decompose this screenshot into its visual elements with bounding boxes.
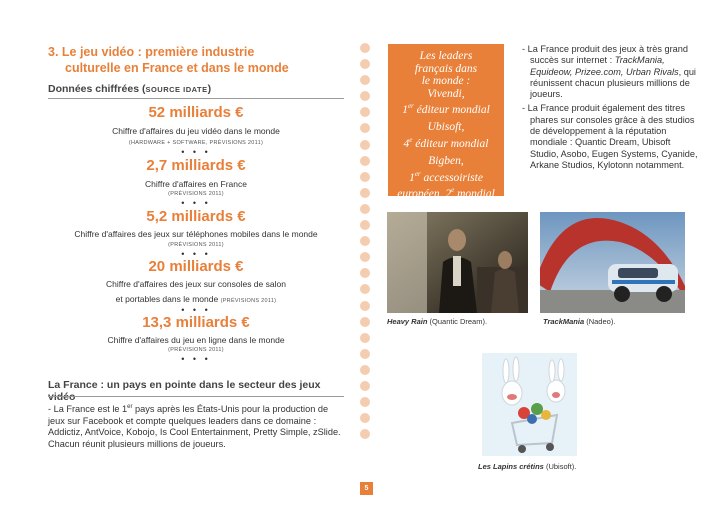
stat-description: Chiffre d'affaires du jeu vidéo dans le monde	[112, 126, 280, 136]
stat-description: Chiffre d'affaires en France	[145, 179, 247, 189]
dots-separator: • • •	[181, 249, 211, 259]
dot-icon	[360, 429, 370, 439]
leaders-line: Les leaders	[419, 50, 473, 62]
stat-note: (PRÉVISIONS 2011)	[168, 347, 224, 353]
right-text-list	[520, 44, 700, 174]
leader-name: Ubisoft,	[427, 121, 465, 134]
leaders-box	[388, 44, 504, 200]
stat-description-text: et portables dans le monde	[115, 294, 219, 304]
dot-icon	[360, 43, 370, 53]
france-heading: La France : un pays en pointe dans le secteur des jeux vidéo	[48, 379, 321, 403]
dot-icon	[360, 172, 370, 182]
dots-separator: • • •	[181, 354, 211, 364]
leader-rank	[388, 100, 504, 116]
dot-icon	[360, 333, 370, 343]
stat-description: Chiffre d'affaires des jeux sur téléphones mobiles dans le monde	[74, 229, 318, 239]
caption-heavy-rain	[387, 317, 487, 326]
dot-icon	[360, 75, 370, 85]
decorative-dot-column	[360, 43, 372, 445]
dot-icon	[360, 381, 370, 391]
stat-note: (PRÉVISIONS 2011)	[220, 298, 277, 304]
trackmania-image	[540, 212, 685, 313]
caption-studio: (Ubisoft).	[543, 462, 577, 471]
game-titles: TrackMania, Equideow, Prizee.com, Urban Rivals	[530, 55, 679, 77]
stat-description: Chiffre d'affaires des jeux sur consoles de salon	[106, 279, 286, 289]
caption-title: Les Lapins crétins	[478, 462, 544, 471]
rank-text: mondial	[454, 187, 495, 200]
dot-icon	[360, 204, 370, 214]
dots-separator: • • •	[181, 305, 211, 315]
figures-subheading-text: Données chiffrées (	[48, 83, 146, 95]
figures-subheading	[48, 83, 344, 95]
lapins-illustration	[482, 353, 577, 456]
rank-text: 1	[402, 103, 408, 116]
lapins-cretins-image	[482, 353, 577, 456]
france-text: - La France est le 1	[48, 404, 128, 415]
stat-value: 20 milliards €	[148, 258, 244, 275]
dots-separator: • • •	[181, 147, 211, 157]
trackmania-illustration	[540, 212, 685, 313]
rank-text: accessoiriste	[420, 171, 483, 184]
stat-description: Chiffre d'affaires du jeu en ligne dans le monde	[107, 335, 285, 345]
section-title-line1: 3. Le jeu vidéo : première industrie	[48, 45, 255, 59]
dot-icon	[360, 284, 370, 294]
dot-icon	[360, 317, 370, 327]
list-item	[520, 44, 700, 100]
stat-block	[48, 208, 344, 259]
stat-description-line2	[48, 293, 344, 305]
caption-trackmania	[543, 317, 615, 326]
superscript: er	[407, 102, 414, 110]
source-label: SOURCE IDATE	[145, 85, 208, 94]
caption-lapins-cretins	[478, 462, 576, 471]
stat-value: 52 milliards €	[148, 104, 244, 121]
stat-value: 2,7 milliards €	[146, 157, 246, 174]
stat-block	[48, 157, 344, 208]
section-title	[48, 44, 348, 76]
stat-block	[48, 314, 344, 364]
leader-rank	[388, 168, 504, 184]
stat-note: (HARDWARE + SOFTWARE, PRÉVISIONS 2011)	[128, 140, 264, 146]
dot-icon	[360, 268, 370, 278]
caption-studio: (Quantic Dream).	[427, 317, 488, 326]
superscript: e	[451, 185, 455, 194]
figures-subheading-close: )	[207, 83, 212, 95]
rank-text: éditeur mondial	[412, 137, 489, 150]
superscript: er	[414, 169, 421, 178]
stat-block	[48, 104, 344, 157]
dot-icon	[360, 188, 370, 198]
dot-icon	[360, 413, 370, 423]
dot-icon	[360, 123, 370, 133]
leaders-line: le monde :	[421, 75, 471, 87]
heavy-rain-image	[387, 212, 528, 313]
dots-separator: • • •	[181, 198, 211, 208]
rank-text: 1	[409, 171, 415, 184]
caption-title: TrackMania	[543, 317, 585, 326]
dot-icon	[360, 91, 370, 101]
list-text: - La France produit des jeux à très grand succès sur internet :	[522, 44, 688, 66]
dot-icon	[360, 252, 370, 262]
dot-icon	[360, 107, 370, 117]
dot-icon	[360, 397, 370, 407]
leader-rank	[388, 184, 504, 200]
france-paragraph	[48, 402, 346, 450]
heavy-rain-illustration	[387, 212, 528, 313]
leaders-line: français dans	[414, 62, 478, 75]
page-number: 5	[360, 482, 373, 495]
dot-icon	[360, 220, 370, 230]
section-title-line2: culturelle en France et dans le monde	[65, 61, 289, 75]
stat-value: 5,2 milliards €	[146, 208, 246, 225]
dot-icon	[360, 301, 370, 311]
list-text: , qui réunissent chacun plusieurs millions de joueurs.	[530, 66, 696, 100]
dot-icon	[360, 156, 370, 166]
rank-text: européen, 2	[397, 187, 452, 200]
caption-studio: (Nadeo).	[584, 317, 616, 326]
leader-rank	[388, 134, 504, 150]
stat-block	[48, 258, 344, 315]
dot-icon	[360, 59, 370, 69]
stat-value: 13,3 milliards €	[142, 314, 250, 331]
superscript: er	[127, 404, 133, 410]
dot-icon	[360, 349, 370, 359]
dot-icon	[360, 140, 370, 150]
leader-name: Bigben,	[428, 155, 464, 168]
superscript: e	[409, 135, 413, 144]
divider	[48, 396, 344, 397]
caption-title: Heavy Rain	[387, 317, 428, 326]
rank-text: 4	[403, 137, 410, 150]
stat-note: (PRÉVISIONS 2011)	[168, 242, 224, 248]
dot-icon	[360, 365, 370, 375]
stat-note: (PRÉVISIONS 2011)	[168, 191, 224, 197]
leader-name: Vivendi,	[427, 87, 465, 100]
rank-text: éditeur mondial	[413, 103, 490, 116]
france-text: pays après les États-Unis pour la production de jeux sur Facebook et compte quelques leaders dans ce domaine : Addictiz, AntVoice, Kobojo, Is Cool Entertainment, Pretty Simple, zSlide. Chacun réunit plusieurs millions de joueurs.	[48, 404, 341, 449]
dot-icon	[360, 236, 370, 246]
divider	[48, 98, 344, 99]
list-item: - La France produit également des titres phares sur consoles grâce à des studios de développement à la réputation mondiale : Quantic Dream, Ubisoft Studio, Asobo, Eugen Systems, Cyanide, Arkane Studios, Kylotonn notamment.	[522, 103, 698, 170]
